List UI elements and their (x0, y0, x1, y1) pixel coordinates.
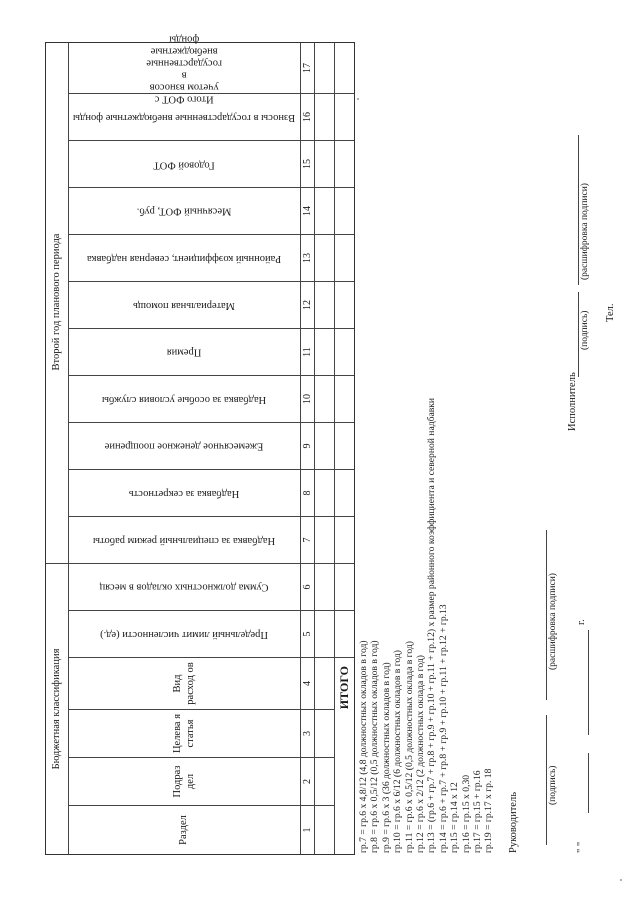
column-header-1: Раздел (68, 806, 300, 854)
head-decoding-line (546, 530, 547, 700)
column-header-9: Ежемесячное денежное поощрение (68, 423, 300, 470)
column-header-13: Районный коэффициент, северная надбавка (68, 235, 300, 282)
head-label: Руководитель (508, 792, 519, 853)
formula-line: гр.15 = гр.14 x 12 (449, 782, 461, 853)
column-number-10: 10 (300, 376, 314, 423)
data-cell (314, 658, 334, 710)
formula-line: гр.19 = гр.17 x гр. 18 (483, 768, 495, 853)
column-number-11: 11 (300, 329, 314, 376)
column-header-17: Итого ФОТ с учетом взносов в государственные внебюджетные фонды (68, 43, 300, 94)
column-number-12: 12 (300, 282, 314, 329)
date-year-line (588, 630, 589, 735)
column-header-6: Сумма должностных окладов в месяц (68, 564, 300, 611)
column-number-13: 13 (300, 235, 314, 282)
column-number-9: 9 (300, 423, 314, 470)
formula-line: гр.8 = гр.6 x 0,5/12 (0,5 должностных окладов в год) (369, 640, 381, 853)
formula-line: гр.10 = гр.6 x 6/12 (6 должностных окладов в год) (392, 650, 404, 853)
column-number-4: 4 (300, 658, 314, 710)
data-cell (314, 423, 334, 470)
total-cell (334, 282, 354, 329)
data-cell (314, 806, 334, 854)
formula-line: гр.9 = гр.6 x 3 (36 должностных окладов в год) (380, 662, 392, 853)
data-cell (314, 517, 334, 564)
executor-decoding-line (578, 135, 579, 285)
data-cell (314, 710, 334, 758)
date-day-line (588, 753, 589, 813)
head-signature-line (546, 715, 547, 845)
column-header-5: Предельный лимит численности (ед.) (68, 611, 300, 658)
data-cell (314, 188, 334, 235)
data-cell (314, 43, 334, 94)
total-cell (334, 329, 354, 376)
formula-line: гр.14 = гр.6 + гр.7 + гр.8 + гр.9 + гр.10 + гр.11 + гр.12 + гр.13 (437, 604, 449, 853)
column-header-2: Подраз дел (68, 758, 300, 806)
column-number-1: 1 (300, 806, 314, 854)
total-cell (334, 188, 354, 235)
total-cell (334, 376, 354, 423)
column-number-7: 7 (300, 517, 314, 564)
data-cell (314, 235, 334, 282)
head-decoding-caption: (расшифровка подписи) (548, 573, 558, 670)
data-cell (314, 94, 334, 141)
total-cell (334, 470, 354, 517)
column-header-16: Взносы в государственные внебюджетные фонды (68, 94, 300, 141)
plan-period-header: Второй год планового периода (46, 41, 68, 564)
data-cell (314, 611, 334, 658)
column-number-8: 8 (300, 470, 314, 517)
total-cell (334, 141, 354, 188)
column-header-3: Целева я статья (68, 710, 300, 758)
total-row-label: ИТОГО (334, 658, 354, 854)
executor-signature-line (578, 292, 579, 377)
data-cell (314, 758, 334, 806)
data-cell (314, 564, 334, 611)
total-cell (334, 235, 354, 282)
column-number-6: 6 (300, 564, 314, 611)
year-suffix: г. (576, 619, 587, 625)
phone-label: Тел. (605, 303, 616, 322)
column-number-16: 16 (300, 94, 314, 141)
column-header-7: Надбавка за специальный режим работы (68, 517, 300, 564)
total-cell (334, 423, 354, 470)
column-number-14: 14 (300, 188, 314, 235)
executor-signature-caption: (подпись) (580, 310, 590, 350)
data-cell (314, 282, 334, 329)
formula-notes (358, 398, 495, 853)
total-cell (334, 94, 354, 141)
formula-line: гр.11 = гр.6 x 0,5/12 (0,5 должностных оклада в год) (403, 641, 415, 853)
column-number-5: 5 (300, 611, 314, 658)
formula-line: гр.12 = гр.6 x 2/12 (2 должностных оклада в год) (415, 655, 427, 853)
column-number-3: 3 (300, 710, 314, 758)
column-header-11: Премия (68, 329, 300, 376)
column-header-14: Месячный ФОТ, руб. (68, 188, 300, 235)
total-cell (334, 564, 354, 611)
executor-label: Исполнитель (567, 372, 578, 431)
column-header-8: Надбавка за секретность (68, 470, 300, 517)
data-cell (314, 329, 334, 376)
executor-decoding-caption: (расшифровка подписи) (580, 183, 590, 280)
total-cell (334, 43, 354, 94)
column-number-17: 17 (300, 43, 314, 94)
scan-speck (357, 98, 359, 100)
formula-line: гр.7 = гр.6 x 4,8/12 (4,8 должностных окладов в год) (358, 640, 369, 853)
formula-line: гр.16 = гр.15 x 0,30 (460, 774, 472, 853)
scan-speck (620, 879, 622, 881)
budget-classification-header: Бюджетная классификация (50, 648, 62, 770)
data-cell (314, 141, 334, 188)
total-cell (334, 517, 354, 564)
column-number-2: 2 (300, 758, 314, 806)
column-header-4: Вид расход ов (68, 658, 300, 710)
column-header-10: Надбавка за особые условия службы (68, 376, 300, 423)
column-header-12: Материальная помощь (68, 282, 300, 329)
data-cell (314, 470, 334, 517)
date-quotes: " " (576, 841, 587, 853)
data-cell (314, 376, 334, 423)
column-number-15: 15 (300, 141, 314, 188)
salary-fund-table (45, 32, 355, 855)
formula-line: гр.17 = гр.15 + гр.16 (472, 770, 484, 853)
formula-line: гр.13 = (гр.6 + гр.7 + гр.8 + гр.9 + гр.10 + гр.11 + гр.12) x размер районного коэффициента и северной надбавки (426, 397, 438, 853)
head-signature-caption: (подпись) (548, 765, 558, 805)
total-cell (334, 611, 354, 658)
column-header-15: Годовой ФОТ (68, 141, 300, 188)
